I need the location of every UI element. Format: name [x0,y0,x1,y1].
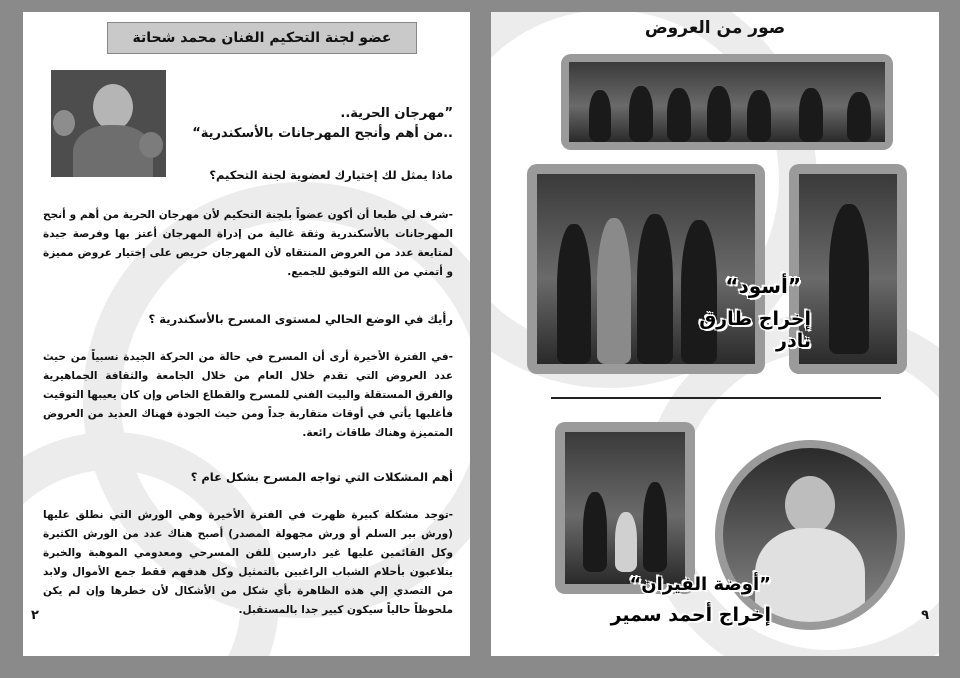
stage-photo-awdet-el-feeran [565,432,685,584]
page-number: ٩ [921,608,929,623]
page-number: ٢ [31,608,39,623]
left-page [23,12,470,656]
stage-photo-aswad-solo [799,174,897,364]
caption-feeran-title: ”أوضة الفيران“ [629,574,771,595]
caption-feeran-director: إخراج أحمد سمير [610,604,771,626]
headline-line1: ”مهرجان الحرية.. [340,106,453,121]
stage-photo-group [569,62,885,142]
headline-line2: ..من أهم وأنجح المهرجانات بالأسكندرية“ [192,126,453,141]
question-2: رأيك في الوضع الحالي لمستوى المسرح بالأسكندرية ؟ [148,312,453,326]
answer-3: -توجد مشكلة كبيرة ظهرت في الفترة الأخيرة وهي الورش التي نطلق عليها (ورش بير السلم أو ورش مجهولة المصدر) أصبح هناك عدد من الورش الكثيرة وكل القائمين عليها غير دارسين للفن المسرحي ومعدومي الموهبة والخبرة يتلاعبون بأحلام الشباب الراغبين بالتمثيل وكل هدفهم فقط جمع الأموال ولابد من التصدي إلي هذه الظاهرة بأي شكل من الأشكال لأن خطرها وإن لم يكن ملحوظاً حالياً سيكون كبير جدا بالمستقبل. [43,509,453,616]
photo-frame-bottom-left [555,422,695,594]
portrait-photo [51,70,166,177]
question-1: ماذا يمثل لك إختيارك لعضوية لجنة التحكيم؟ [209,168,453,182]
stage-photo-actor-portrait [723,448,897,622]
section-divider [551,397,881,399]
question-3: أهم المشكلات التي تواجه المسرح بشكل عام ؟ [190,470,453,484]
gallery-title: صور من العروض [644,18,786,38]
caption-aswad-title: ”أسود“ [725,274,801,298]
caption-aswad-director: إخراج طارق نادر [699,308,811,352]
answer-2: -في الفترة الأخيرة أرى أن المسرح في حالة من الحركة الجيدة نسبياً من حيث عدد العروض التي تقدم خلال العام من خلال الجامعة والثقافة الجماهيرية والفرق المستقلة والبيت الفني للمسرح والقطاع الخاص وإن كان يعيبها التوقيت فأغلبها يأتي في أوقات متقاربة جداً ومن حيث الجودة فهناك العديد من العروض المتميزة وهناك طاقات رائعة. [43,351,453,439]
right-page [491,12,939,656]
interview-header: عضو لجنة التحكيم الفنان محمد شحاتة [107,22,417,54]
photo-frame-top [561,54,893,150]
answer-1: -شرف لي طبعا أن أكون عضواً بلجنة التحكيم لأن مهرجان الحرية من أهم و أنجح المهرجانات بالأسكندرية وثقة غالية من إدراة المهرجان أعتز بها وفرصة جيدة لمتابعة عدد من العروض المنتقاه لأن المهرجان حريص على إختيار عروض مميزة و أتمني من الله التوفيق للجميع. [43,209,453,278]
portrait-circle-frame [715,440,905,630]
